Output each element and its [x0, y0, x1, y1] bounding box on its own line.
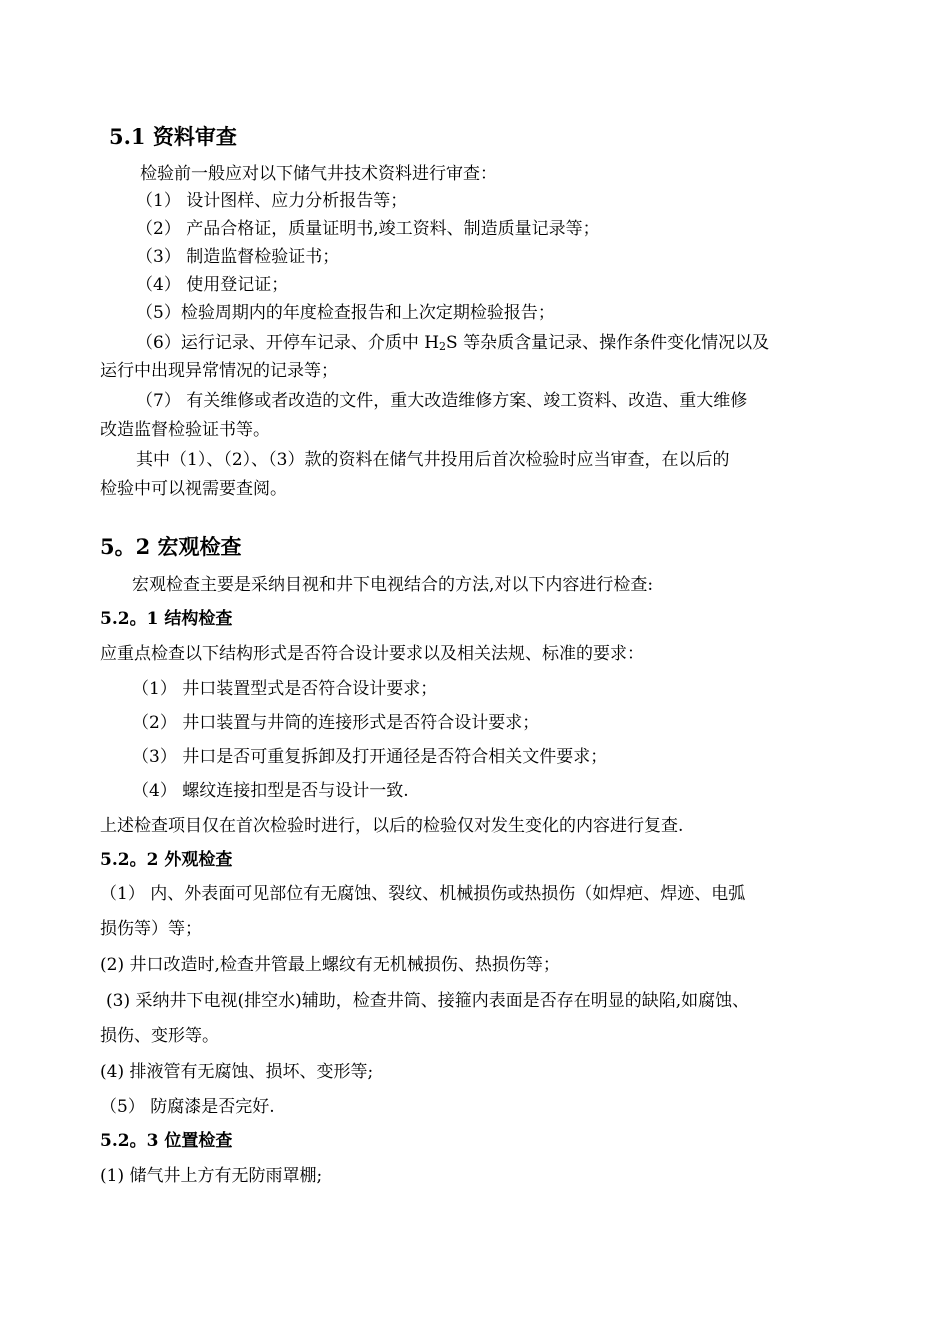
list-item: (1) 储气井上方有无防雨罩棚;: [100, 1166, 323, 1186]
section-5-2-1-title: 5.2。1 结构检查: [100, 609, 233, 629]
section-5-2-title: 5。2 宏观检查: [100, 534, 242, 559]
list-item: （1） 井口装置型式是否符合设计要求；: [132, 679, 438, 699]
list-item: （3） 井口是否可重复拆卸及打开通径是否符合相关文件要求；: [132, 747, 608, 767]
section-5-1-note-continued: 检验中可以视需要查阅。: [100, 479, 287, 499]
list-item: （1） 设计图样、应力分析报告等；: [136, 191, 408, 211]
list-item-6-continued: 运行中出现异常情况的记录等；: [100, 361, 338, 381]
list-item-7-continued: 改造监督检验证书等。: [100, 420, 270, 440]
list-item-6-text-rest: S 等杂质含量记录、操作条件变化情况以及: [446, 333, 770, 353]
list-item: (2) 井口改造时,检查井管最上螺纹有无机械损伤、热损伤等；: [100, 955, 560, 975]
list-item-7: （7） 有关维修或者改造的文件，重大改造维修方案、竣工资料、改造、重大维修: [136, 391, 748, 411]
section-5-2-2-title: 5.2。2 外观检查: [100, 850, 233, 870]
list-item: (4) 排液管有无腐蚀、损坏、变形等;: [100, 1062, 374, 1082]
subscript-2: 2: [439, 340, 447, 353]
section-5-1-title: 5.1 资料审查: [109, 124, 237, 149]
section-5-1-note: 其中（1）、（2）、（3）款的资料在储气井投用后首次检验时应当审查，在以后的: [136, 450, 730, 470]
list-item: （5）检验周期内的年度检查报告和上次定期检验报告；: [136, 303, 555, 323]
section-5-2-1-intro: 应重点检查以下结构形式是否符合设计要求以及相关法规、标准的要求：: [100, 644, 644, 664]
section-5-2-intro: 宏观检查主要是采纳目视和井下电视结合的方法,对以下内容进行检查:: [132, 575, 654, 595]
section-5-2-1-note: 上述检查项目仅在首次检验时进行，以后的检验仅对发生变化的内容进行复查.: [100, 816, 684, 836]
list-item-continued: 损伤等）等；: [100, 919, 202, 939]
list-item: (3) 采纳井下电视(排空水)辅助，检查井筒、接箍内表面是否存在明显的缺陷,如腐蚀、: [106, 991, 750, 1011]
list-item: （5） 防腐漆是否完好.: [100, 1097, 275, 1117]
list-item-6: [136, 331, 769, 355]
list-item: （4） 螺纹连接扣型是否与设计一致.: [132, 781, 409, 801]
list-item-6-text: （6）运行记录、开停车记录、介质中 H: [136, 333, 440, 353]
list-item: （1） 内、外表面可见部位有无腐蚀、裂纹、机械损伤或热损伤（如焊疤、焊迹、电弧: [100, 884, 746, 904]
section-5-1-intro: 检验前一般应对以下储气井技术资料进行审查：: [140, 164, 497, 184]
list-item: （3） 制造监督检验证书；: [136, 247, 340, 267]
list-item: （4） 使用登记证；: [136, 275, 289, 295]
list-item: （2） 井口装置与井筒的连接形式是否符合设计要求；: [132, 713, 540, 733]
list-item: （2） 产品合格证，质量证明书,竣工资料、制造质量记录等；: [136, 219, 600, 239]
list-item-continued: 损伤、变形等。: [100, 1026, 219, 1046]
section-5-2-3-title: 5.2。3 位置检查: [100, 1131, 233, 1151]
